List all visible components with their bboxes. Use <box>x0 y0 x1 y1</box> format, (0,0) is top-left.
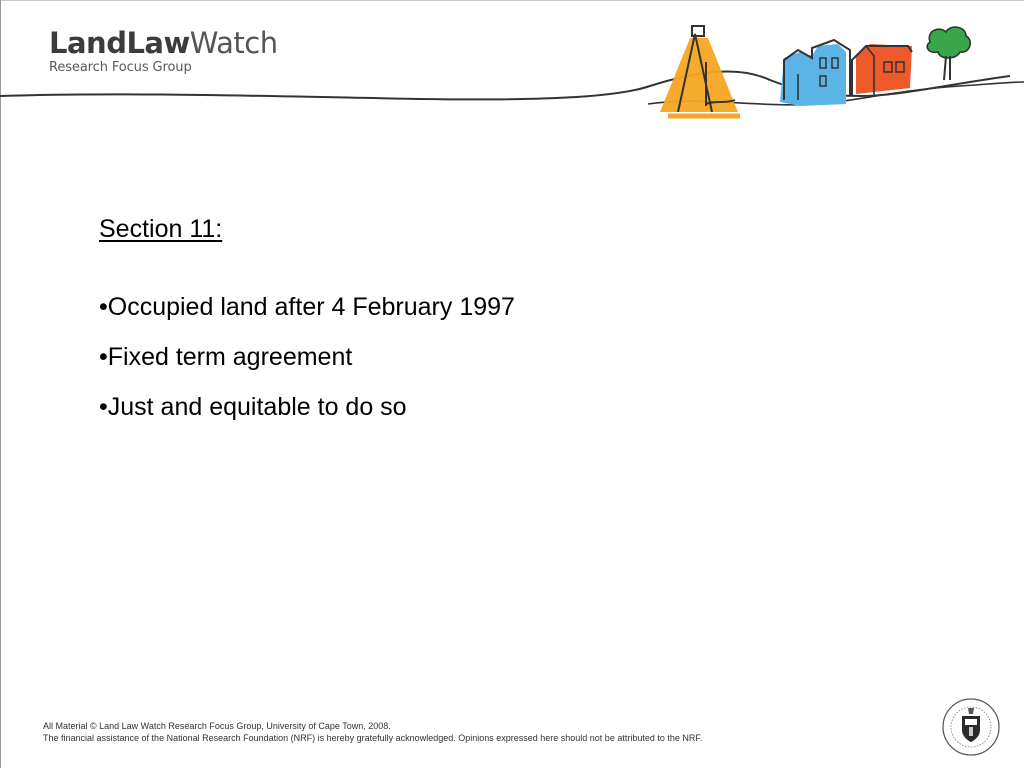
university-seal-icon <box>940 696 1002 758</box>
bullet-item: •Just and equitable to do so <box>99 393 407 421</box>
footer-copyright <box>43 720 702 744</box>
logo-subtitle: Research Focus Group <box>49 60 192 75</box>
bullet-item: •Occupied land after 4 February 1997 <box>99 293 515 321</box>
building-icon <box>780 40 850 106</box>
slide-body <box>99 214 515 442</box>
house-icon <box>852 44 912 96</box>
section-heading: Section 11: <box>99 215 223 243</box>
footer-line-2: The financial assistance of the National Research Foundation (NRF) is hereby gratefully acknowledged. Opinions expressed here should not be attributed to the NRF. <box>43 733 703 743</box>
logo-title-light: Watch <box>189 26 278 60</box>
logo-title-bold: LandLaw <box>49 26 190 60</box>
tree-icon <box>927 27 970 80</box>
bullet-list <box>99 292 515 422</box>
logo <box>49 26 278 75</box>
logo-title <box>49 26 278 60</box>
footer-line-1: All Material © Land Law Watch Research Focus Group, University of Cape Town, 2008. <box>43 721 391 731</box>
bullet-item: •Fixed term agreement <box>99 343 353 371</box>
